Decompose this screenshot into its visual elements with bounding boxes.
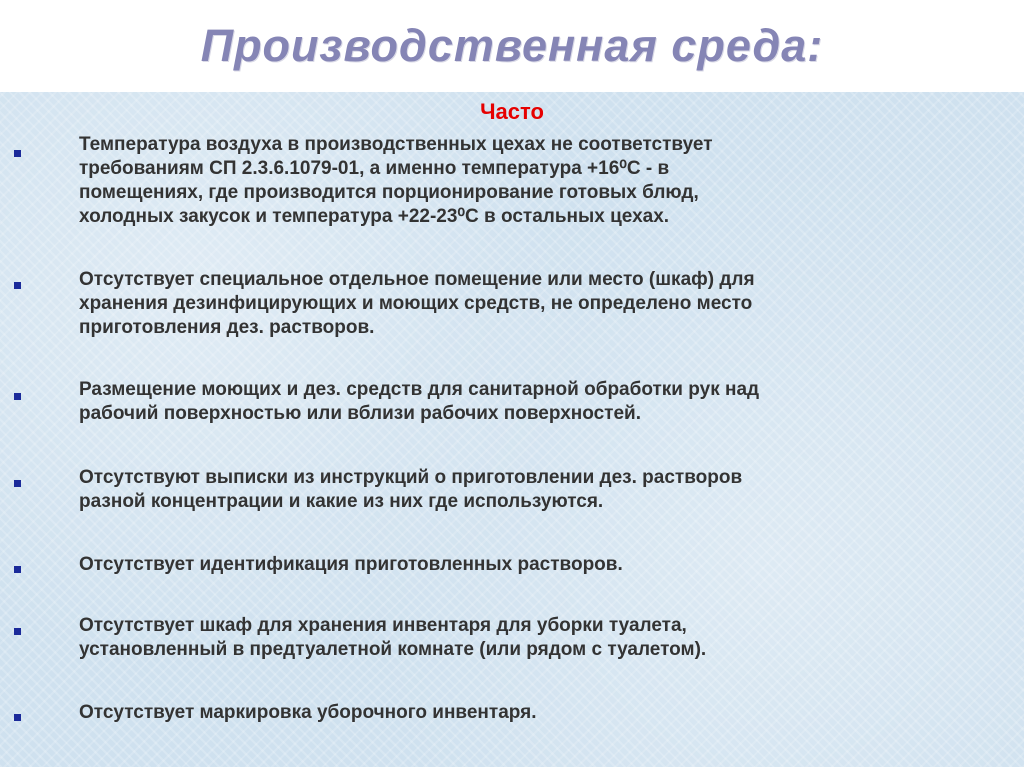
list-item-text: Температура воздуха в производственных цехах не соответствует требованиям СП 2.3.6.1079-01, а именно температура +16⁰С - в помещениях, где производится порционирование готовых блюд, холодных закусок и температура +22-23⁰С в остальных цехах. [79, 134, 713, 227]
square-bullet-icon [14, 566, 21, 573]
square-bullet-icon [14, 628, 21, 635]
slide-title: Производственная среда: [200, 20, 824, 71]
list-item-text: Отсутствует шкаф для хранения инвентаря для уборки туалета, установленный в предтуалетной комнате (или рядом с туалетом). [79, 615, 707, 660]
list-item-text: Отсутствует маркировка уборочного инвентаря. [79, 702, 537, 723]
list-item-text: Размещение моющих и дез. средств для санитарной обработки рук над рабочий поверхностью или вблизи рабочих поверхностей. [79, 379, 760, 424]
square-bullet-icon [14, 393, 21, 400]
square-bullet-icon [14, 150, 21, 157]
list-item-text: Отсутствует специальное отдельное помещение или место (шкаф) для хранения дезинфицирующих и моющих средств, не определено место приготовления дез. растворов. [79, 269, 755, 338]
list-item-text: Отсутствует идентификация приготовленных растворов. [79, 554, 623, 575]
list-item-text: Отсутствуют выписки из инструкций о приготовлении дез. растворов разной концентрации и какие из них где используются. [79, 467, 743, 512]
subtitle: Часто [480, 99, 544, 124]
square-bullet-icon [14, 282, 21, 289]
square-bullet-icon [14, 480, 21, 487]
square-bullet-icon [14, 714, 21, 721]
